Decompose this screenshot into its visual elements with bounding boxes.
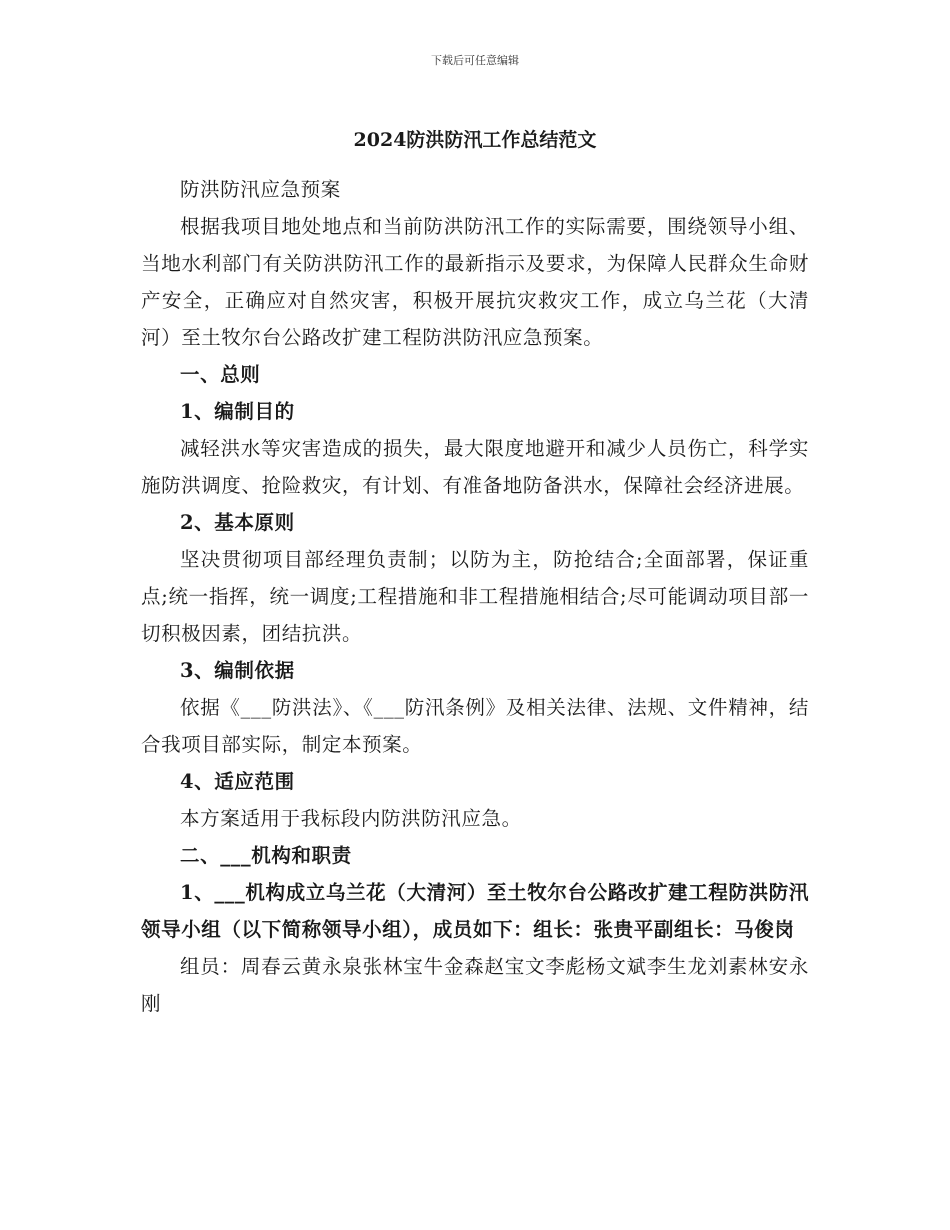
subsection-2-1-body: 1、___机构成立乌兰花（大清河）至土牧尔台公路改扩建工程防洪防汛领导小组（以下简称领导小组），成员如下：组长：张贵平副组长：马俊岗 xyxy=(141,881,809,941)
subsection-1-3-heading: 3、编制依据 xyxy=(180,659,295,682)
intro-paragraph: 根据我项目地处地点和当前防洪防汛工作的实际需要，围绕领导小组、当地水利部门有关防洪防汛工作的最新指示及要求，为保障人民群众生命财产安全，正确应对自然灾害，积极开展抗灾救灾工作，成立乌兰花（大清河）至土牧尔台公路改扩建工程防洪防汛应急预案。 xyxy=(141,215,809,349)
page-header-note: 下载后可任意编辑 xyxy=(431,54,519,67)
section-1-heading: 一、总则 xyxy=(180,363,261,386)
subsection-1-4-body: 本方案适用于我标段内防洪防汛应急。 xyxy=(180,807,522,830)
subsection-1-4-heading: 4、适应范围 xyxy=(180,770,295,793)
members-paragraph: 组员：周春云黄永泉张林宝牛金森赵宝文李彪杨文斌李生龙刘素林安永刚 xyxy=(141,955,809,1015)
document-title: 2024防洪防汛工作总结范文 xyxy=(353,129,597,151)
subsection-1-3-body: 依据《___防洪法》、《___防汛条例》及相关法律、法规、文件精神，结合我项目部实际，制定本预案。 xyxy=(141,696,809,756)
subsection-1-1-body: 减轻洪水等灾害造成的损失，最大限度地避开和减少人员伤亡，科学实施防洪调度、抢险救灾，有计划、有准备地防备洪水，保障社会经济进展。 xyxy=(141,437,809,497)
document-body xyxy=(141,118,809,1022)
document-subtitle: 防洪防汛应急预案 xyxy=(180,178,341,201)
section-2-heading: 二、___机构和职责 xyxy=(180,844,352,867)
subsection-1-1-heading: 1、编制目的 xyxy=(180,400,295,423)
subsection-1-2-heading: 2、基本原则 xyxy=(180,511,295,534)
subsection-1-2-body: 坚决贯彻项目部经理负责制；以防为主，防抢结合;全面部署，保证重点;统一指挥，统一调度;工程措施和非工程措施相结合;尽可能调动项目部一切积极因素，团结抗洪。 xyxy=(141,548,809,645)
